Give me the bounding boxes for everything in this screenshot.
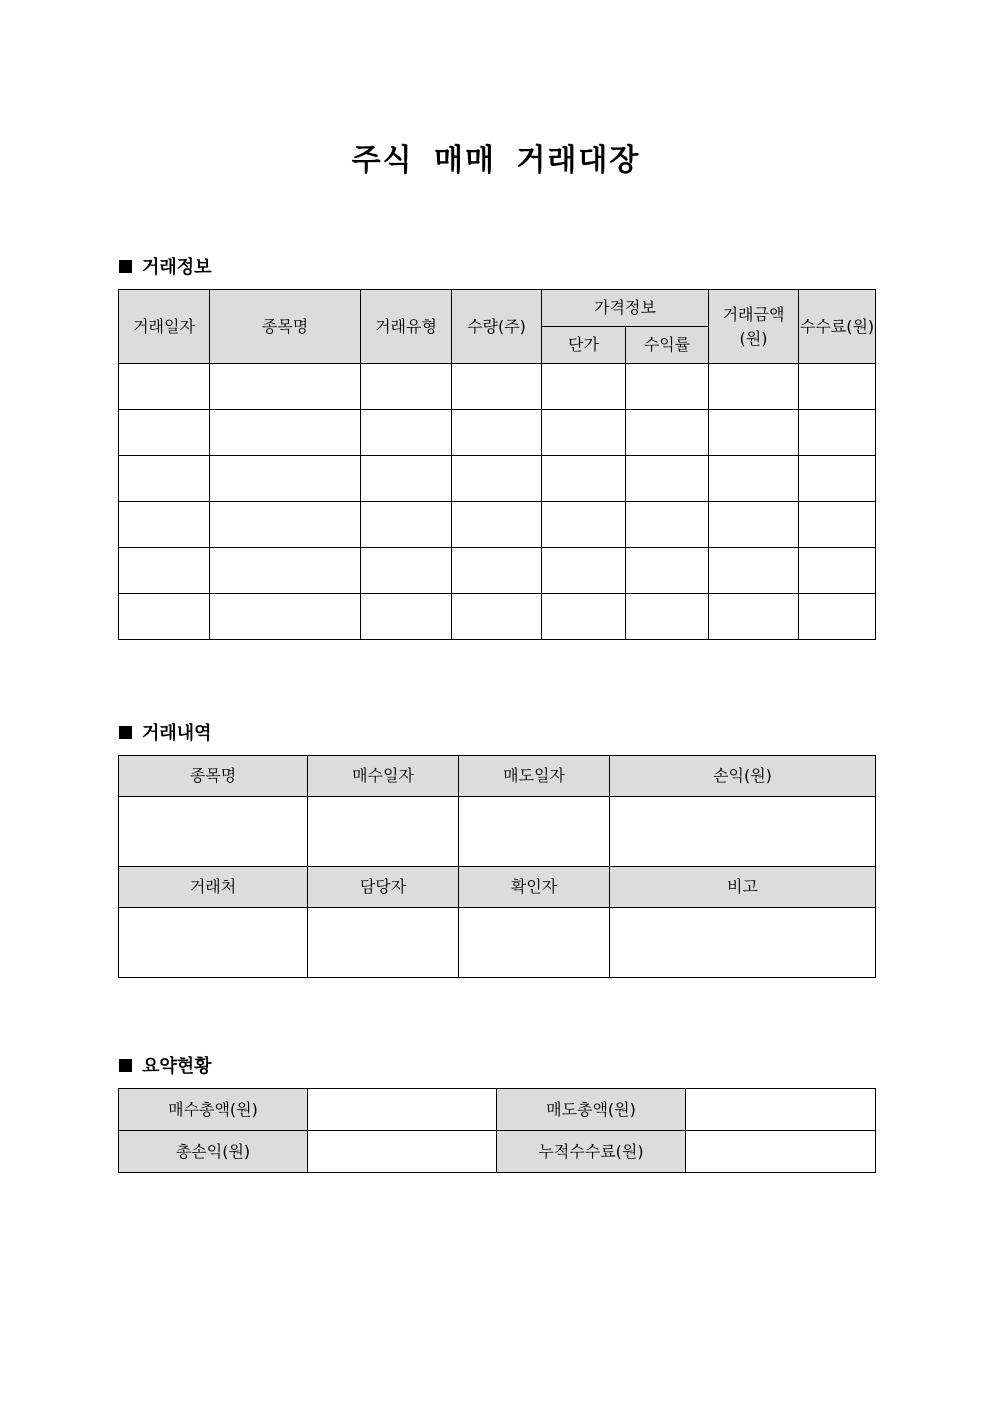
profit-loss-cell[interactable] [610, 797, 876, 867]
header-verifier: 확인자 [459, 867, 610, 908]
header-item: 종목명 [119, 756, 308, 797]
yield-cell[interactable] [626, 410, 709, 456]
type-cell[interactable] [361, 548, 452, 594]
buy-date-cell[interactable] [308, 797, 459, 867]
sell-total-label: 매도총액(원) [497, 1089, 686, 1131]
qty-cell[interactable] [452, 594, 542, 640]
header-fee: 수수료(원) [799, 290, 876, 364]
buy-total-value[interactable] [308, 1089, 497, 1131]
square-bullet-icon [119, 1059, 132, 1072]
header-remarks: 비고 [610, 867, 876, 908]
type-cell[interactable] [361, 456, 452, 502]
qty-cell[interactable] [452, 502, 542, 548]
total-pl-label: 총손익(원) [119, 1131, 308, 1173]
table-row [119, 594, 876, 640]
table-row [119, 410, 876, 456]
header-profit-loss: 손익(원) [610, 756, 876, 797]
date-cell[interactable] [119, 456, 210, 502]
fee-cell[interactable] [799, 548, 876, 594]
section-heading-details [119, 719, 212, 745]
date-cell[interactable] [119, 502, 210, 548]
header-counterparty: 거래처 [119, 867, 308, 908]
type-cell[interactable] [361, 594, 452, 640]
table-row [119, 502, 876, 548]
fee-cell[interactable] [799, 456, 876, 502]
total-pl-value[interactable] [308, 1131, 497, 1173]
table-row [119, 364, 876, 410]
buy-total-label: 매수총액(원) [119, 1089, 308, 1131]
header-unit-price: 단가 [542, 327, 626, 364]
amount-cell[interactable] [709, 594, 799, 640]
header-type: 거래유형 [361, 290, 452, 364]
date-cell[interactable] [119, 410, 210, 456]
fee-cell[interactable] [799, 594, 876, 640]
amount-cell[interactable] [709, 364, 799, 410]
unit-price-cell[interactable] [542, 456, 626, 502]
type-cell[interactable] [361, 410, 452, 456]
date-cell[interactable] [119, 548, 210, 594]
verifier-cell[interactable] [459, 908, 610, 978]
header-yield: 수익률 [626, 327, 709, 364]
page-title: 주식 매매 거래대장 [351, 143, 641, 178]
yield-cell[interactable] [626, 594, 709, 640]
item-cell[interactable] [210, 410, 361, 456]
date-cell[interactable] [119, 364, 210, 410]
remarks-cell[interactable] [610, 908, 876, 978]
section-heading-label: 거래정보 [142, 257, 212, 278]
header-qty: 수량(주) [452, 290, 542, 364]
unit-price-cell[interactable] [542, 594, 626, 640]
item-cell[interactable] [210, 548, 361, 594]
unit-price-cell[interactable] [542, 548, 626, 594]
table-row [119, 456, 876, 502]
item-cell[interactable] [210, 502, 361, 548]
unit-price-cell[interactable] [542, 364, 626, 410]
sell-date-cell[interactable] [459, 797, 610, 867]
type-cell[interactable] [361, 364, 452, 410]
header-buy-date: 매수일자 [308, 756, 459, 797]
header-sell-date: 매도일자 [459, 756, 610, 797]
square-bullet-icon [119, 260, 132, 273]
item-cell[interactable] [210, 594, 361, 640]
fee-cell[interactable] [799, 364, 876, 410]
type-cell[interactable] [361, 502, 452, 548]
manager-cell[interactable] [308, 908, 459, 978]
table-row [119, 1131, 876, 1173]
table-row [119, 797, 876, 867]
yield-cell[interactable] [626, 456, 709, 502]
amount-cell[interactable] [709, 548, 799, 594]
table-row [119, 1089, 876, 1131]
header-item: 종목명 [210, 290, 361, 364]
header-price-group: 가격정보 [542, 290, 709, 327]
amount-cell[interactable] [709, 410, 799, 456]
qty-cell[interactable] [452, 364, 542, 410]
section-heading-label: 거래내역 [142, 723, 212, 744]
amount-cell[interactable] [709, 502, 799, 548]
header-date: 거래일자 [119, 290, 210, 364]
cum-fee-value[interactable] [686, 1131, 876, 1173]
qty-cell[interactable] [452, 456, 542, 502]
date-cell[interactable] [119, 594, 210, 640]
yield-cell[interactable] [626, 364, 709, 410]
summary-table [118, 1088, 876, 1173]
fee-cell[interactable] [799, 410, 876, 456]
qty-cell[interactable] [452, 548, 542, 594]
cum-fee-label: 누적수수료(원) [497, 1131, 686, 1173]
item-cell[interactable] [119, 797, 308, 867]
unit-price-cell[interactable] [542, 410, 626, 456]
section-heading-summary [119, 1052, 212, 1078]
header-manager: 담당자 [308, 867, 459, 908]
header-amount: 거래금액(원) [709, 290, 799, 364]
yield-cell[interactable] [626, 502, 709, 548]
yield-cell[interactable] [626, 548, 709, 594]
item-cell[interactable] [210, 456, 361, 502]
table-row [119, 908, 876, 978]
table-row [119, 548, 876, 594]
qty-cell[interactable] [452, 410, 542, 456]
counterparty-cell[interactable] [119, 908, 308, 978]
square-bullet-icon [119, 726, 132, 739]
trade-details-table [118, 755, 876, 978]
section-heading-info [119, 253, 212, 279]
trade-info-table [118, 289, 876, 640]
fee-cell[interactable] [799, 502, 876, 548]
sell-total-value[interactable] [686, 1089, 876, 1131]
unit-price-cell[interactable] [542, 502, 626, 548]
section-heading-label: 요약현황 [142, 1056, 212, 1077]
amount-cell[interactable] [709, 456, 799, 502]
item-cell[interactable] [210, 364, 361, 410]
